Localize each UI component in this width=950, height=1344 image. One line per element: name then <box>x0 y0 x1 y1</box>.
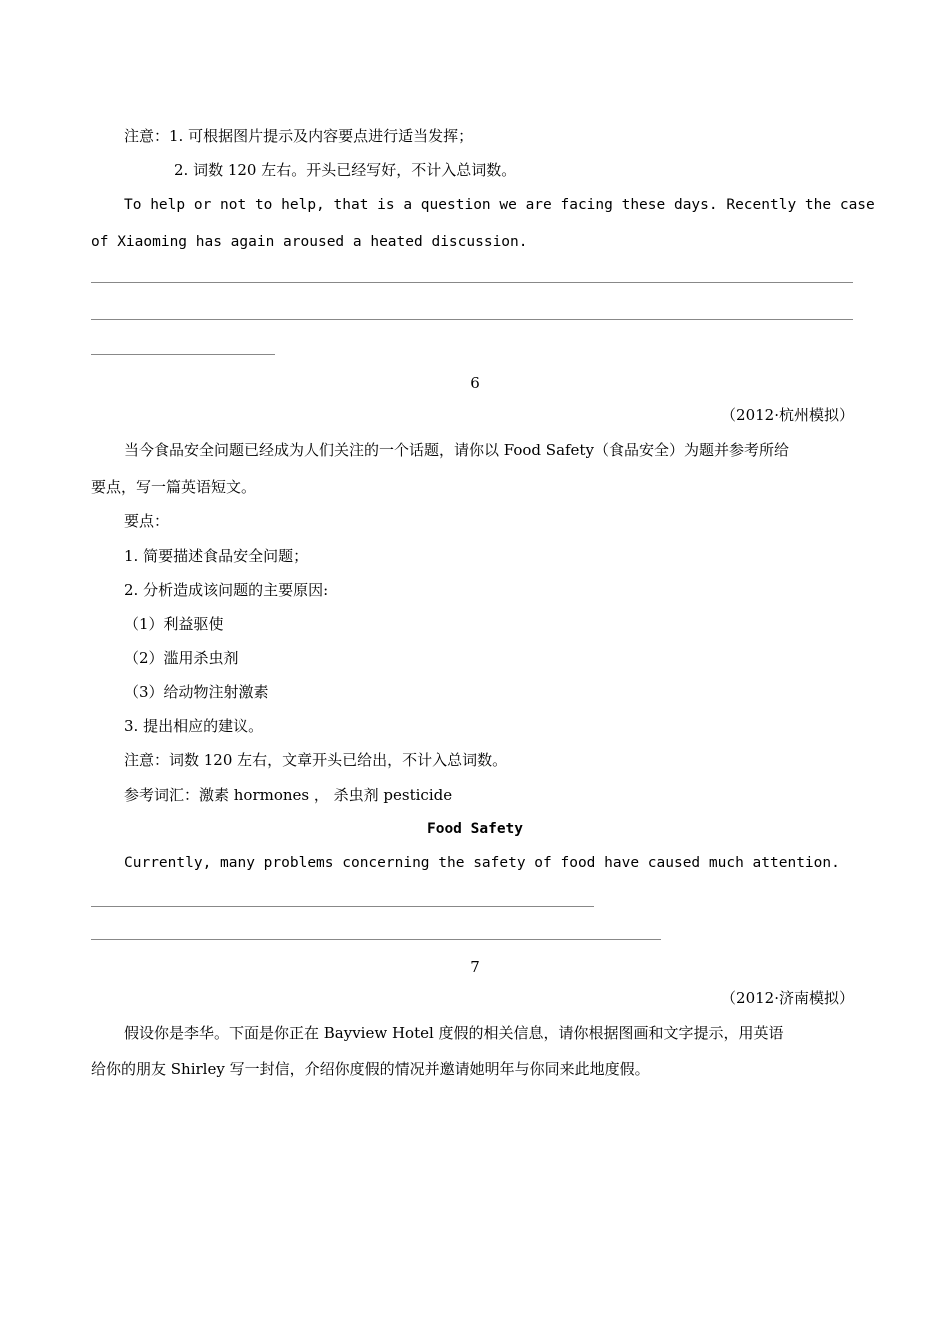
point-item: （2）滥用杀虫剂 <box>124 649 239 667</box>
essay-start: Currently, many problems concerning the safety of food have caused much attention. <box>124 855 840 871</box>
question-number: 6 <box>470 374 480 392</box>
essay-start-line-2: of Xiaoming has again aroused a heated discussion. <box>91 234 528 250</box>
point-item: （1）利益驱使 <box>124 615 224 633</box>
question-source: （2012·济南模拟） <box>721 989 854 1007</box>
writing-line <box>91 939 661 940</box>
note: 注意：词数 120 左右，文章开头已给出，不计入总词数。 <box>124 751 508 769</box>
prompt-line-1: 假设你是李华。下面是你正在 Bayview Hotel 度假的相关信息，请你根据图画和文字提示，用英语 <box>124 1024 784 1042</box>
point-item: 2. 分析造成该问题的主要原因: <box>124 581 329 599</box>
point-item: 1. 简要描述食品安全问题； <box>124 547 309 565</box>
point-item: 3. 提出相应的建议。 <box>124 717 264 735</box>
writing-line <box>91 354 275 355</box>
writing-line <box>91 906 594 907</box>
writing-line <box>91 282 853 283</box>
point-item: （3）给动物注射激素 <box>124 683 269 701</box>
vocab: 参考词汇：激素 hormones ， 杀虫剂 pesticide <box>124 786 453 804</box>
note-line-1: 注意：1. 可根据图片提示及内容要点进行适当发挥； <box>124 127 474 145</box>
note-line-2: 2. 词数 120 左右。开头已经写好，不计入总词数。 <box>174 161 517 179</box>
writing-line <box>91 319 853 320</box>
points-heading: 要点： <box>124 512 170 530</box>
question-number: 7 <box>470 958 480 976</box>
prompt-line-2: 要点，写一篇英语短文。 <box>91 478 257 496</box>
essay-title: Food Safety <box>426 821 524 837</box>
essay-start-line-1: To help or not to help, that is a question we are facing these days. Recently the case <box>124 197 875 213</box>
prompt-line-1: 当今食品安全问题已经成为人们关注的一个话题，请你以 Food Safety（食品安全）为题并参考所给 <box>124 441 789 459</box>
question-source: （2012·杭州模拟） <box>721 406 854 424</box>
prompt-line-2: 给你的朋友 Shirley 写一封信，介绍你度假的情况并邀请她明年与你同来此地度假。 <box>91 1060 650 1078</box>
